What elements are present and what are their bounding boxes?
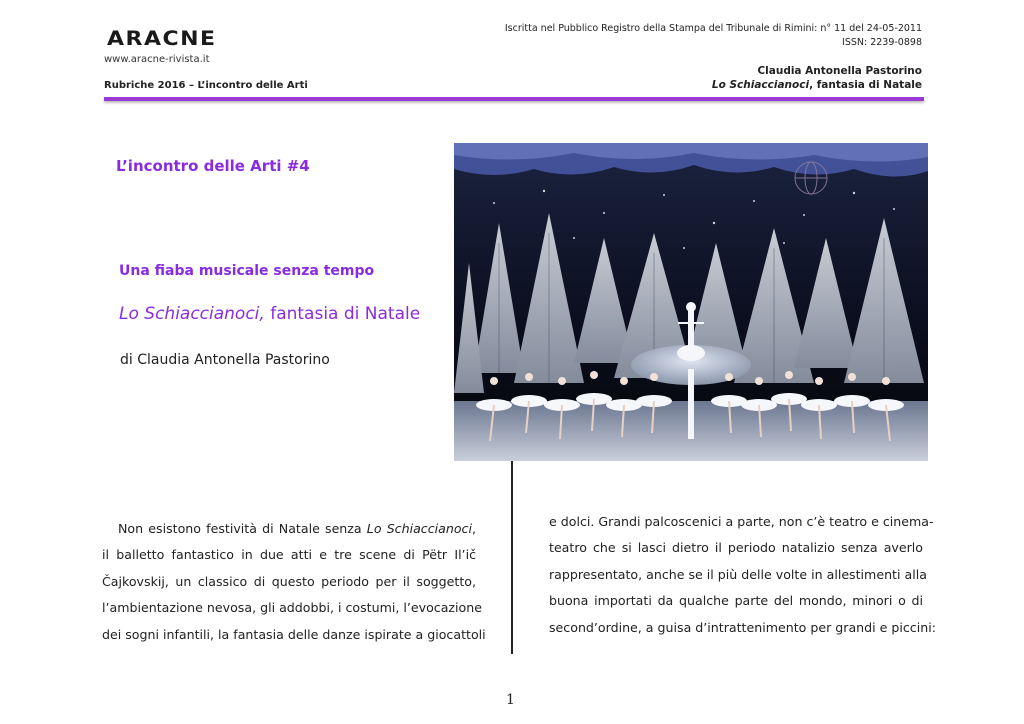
byline: di Claudia Antonella Pastorino — [120, 352, 330, 368]
text-segment: Non esistono festività di Natale senza — [118, 521, 367, 536]
aracne-logo: ARACNE — [107, 28, 217, 51]
text-line: Čajkovskij, un classico di questo periodo per il soggetto, — [102, 573, 476, 589]
registry-line: Iscritta nel Pubblico Registro della Stampa del Tribunale di Rimini: n° 11 del 24-05-2011 — [504, 23, 922, 34]
page-number: 1 — [506, 692, 515, 708]
text-line: e dolci. Grandi palcoscenici a parte, non c’è teatro e cinema- — [549, 514, 934, 529]
text-line: rappresentato, anche se il più delle volte in allestimenti alla — [549, 566, 927, 582]
text-segment-italic: Lo Schiaccianoci — [366, 521, 472, 536]
article-subtitle: Una fiaba musicale senza tempo — [119, 263, 375, 279]
text-line: second’ordine, a guisa d’intrattenimento per grandi e piccini: — [549, 619, 936, 635]
ballet-photo — [454, 143, 928, 461]
running-title-rest: , fantasia di Natale — [809, 79, 922, 91]
text-segment: , — [471, 521, 476, 536]
site-url[interactable]: www.aracne-rivista.it — [104, 54, 210, 65]
text-line: dei sogni infantili, la fantasia delle danze ispirate a giocattoli — [102, 626, 486, 642]
running-title — [562, 78, 922, 92]
text-line: buona importati da qualche parte del mondo, minori o di — [549, 593, 923, 609]
running-title-italic: Lo Schiaccianoci — [711, 79, 810, 91]
header-divider — [104, 97, 924, 101]
article-title-italic: Lo Schiaccianoci, — [119, 304, 265, 324]
article-title-rest: fantasia di Natale — [264, 304, 421, 324]
body-column-right — [549, 509, 936, 641]
text-line: teatro che si lasci dietro il periodo natalizio senza averlo — [549, 540, 923, 556]
text-line — [102, 516, 476, 542]
text-line: l’ambientazione nevosa, gli addobbi, i costumi, l’evocazione — [102, 600, 482, 616]
body-column-left — [102, 516, 486, 648]
registry-info — [502, 22, 922, 50]
issn-line: ISSN: 2239-0898 — [842, 37, 922, 48]
running-header — [562, 64, 922, 92]
section-title: L’incontro delle Arti #4 — [116, 157, 310, 175]
column-divider — [511, 461, 513, 654]
article-title — [119, 304, 420, 324]
text-line: il balletto fantastico in due atti e tre scene di Pëtr Il’ič — [102, 547, 476, 563]
running-author: Claudia Antonella Pastorino — [757, 65, 922, 77]
rubric-label: Rubriche 2016 – L’incontro delle Arti — [104, 80, 308, 91]
